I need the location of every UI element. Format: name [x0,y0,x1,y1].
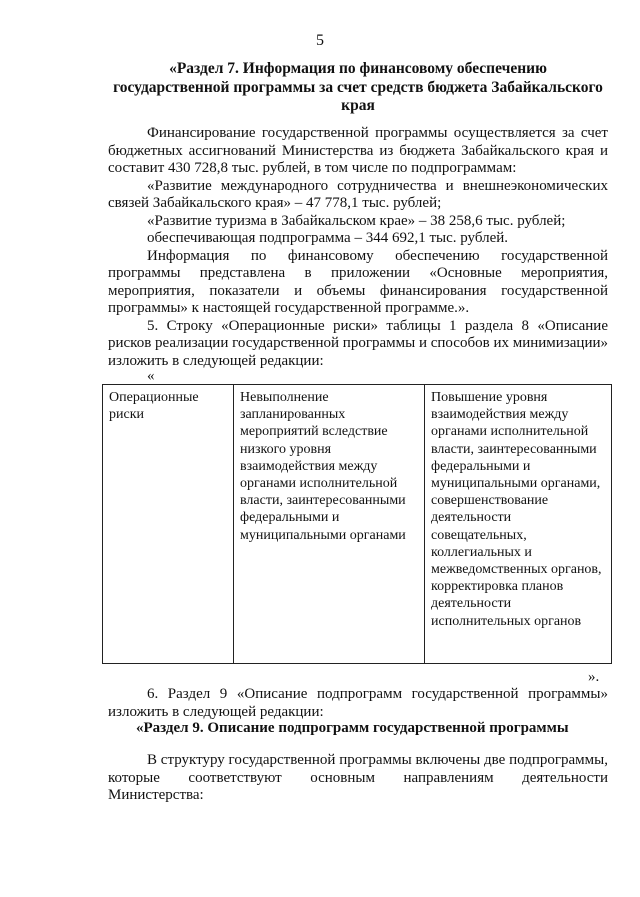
risk-name-cell: Операционные риски [103,385,234,664]
section9-paragraph: В структуру государственной программы включены две подпрограммы, которые соответствуют основным направлениям деятельности Министерства: [108,752,608,803]
page-number: 5 [316,32,324,49]
item-5-paragraph: 5. Строку «Операционные риски» таблицы 1 раздела 8 «Описание рисков реализации государственной программы и способов их минимизации» изложить в следующей редакции: [108,317,608,369]
subprogram-tourism: «Развитие туризма в Забайкальском крае» – 38 258,6 тыс. рублей; [147,212,566,229]
financing-info-paragraph: Информация по финансовому обеспечению государственной программы представлена в приложении «Основные мероприятия, мероприятия, показатели и объемы финансирования государственной программы» к настоящей государственной программе.». [108,247,608,316]
risk-table [102,384,612,664]
item-6-paragraph: 6. Раздел 9 «Описание подпрограмм государственной программы» изложить в следующей редакции: [108,686,608,720]
item-6-block [108,686,608,721]
subprogram-international: «Развитие международного сотрудничества и внешнеэкономических связей Забайкальского края» – 47 778,1 тыс. рублей; [108,177,608,211]
table-row [103,385,612,664]
section7-heading [108,60,608,116]
section7-body [108,125,608,370]
financing-paragraph: Финансирование государственной программы осуществляется за счет бюджетных ассигнований Министерства из бюджета Забайкальского края и составит 430 728,8 тыс. рублей, в том числе по подпрограммам: [108,125,608,176]
section7-heading-line3: края [341,97,375,114]
risk-description-cell: Невыполнение запланированных мероприятий вследствие низкого уровня взаимодействия между органами исполнительной власти, заинтересованными федеральными и муниципальными органами [234,385,425,664]
section7-heading-line1: «Раздел 7. Информация по финансовому обеспечению [169,60,547,77]
section9-heading: «Раздел 9. Описание подпрограмм государственной программы [136,720,569,736]
risk-mitigation-cell: Повышение уровня взаимодействия между органами исполнительной власти, заинтересованными федеральными и муниципальными органами, совершенствование деятельности совещательных, коллегиальных и межведомственных органов, корректировка планов деятельности исполнительных органов [425,385,612,664]
section9-body [108,752,608,805]
table-quote-close: ». [588,669,600,685]
subprogram-support: обеспечивающая подпрограмма – 344 692,1 тыс. рублей. [147,230,509,246]
section7-heading-line2: государственной программы за счет средств бюджета Забайкальского [113,78,603,96]
table-quote-open: « [147,368,155,384]
